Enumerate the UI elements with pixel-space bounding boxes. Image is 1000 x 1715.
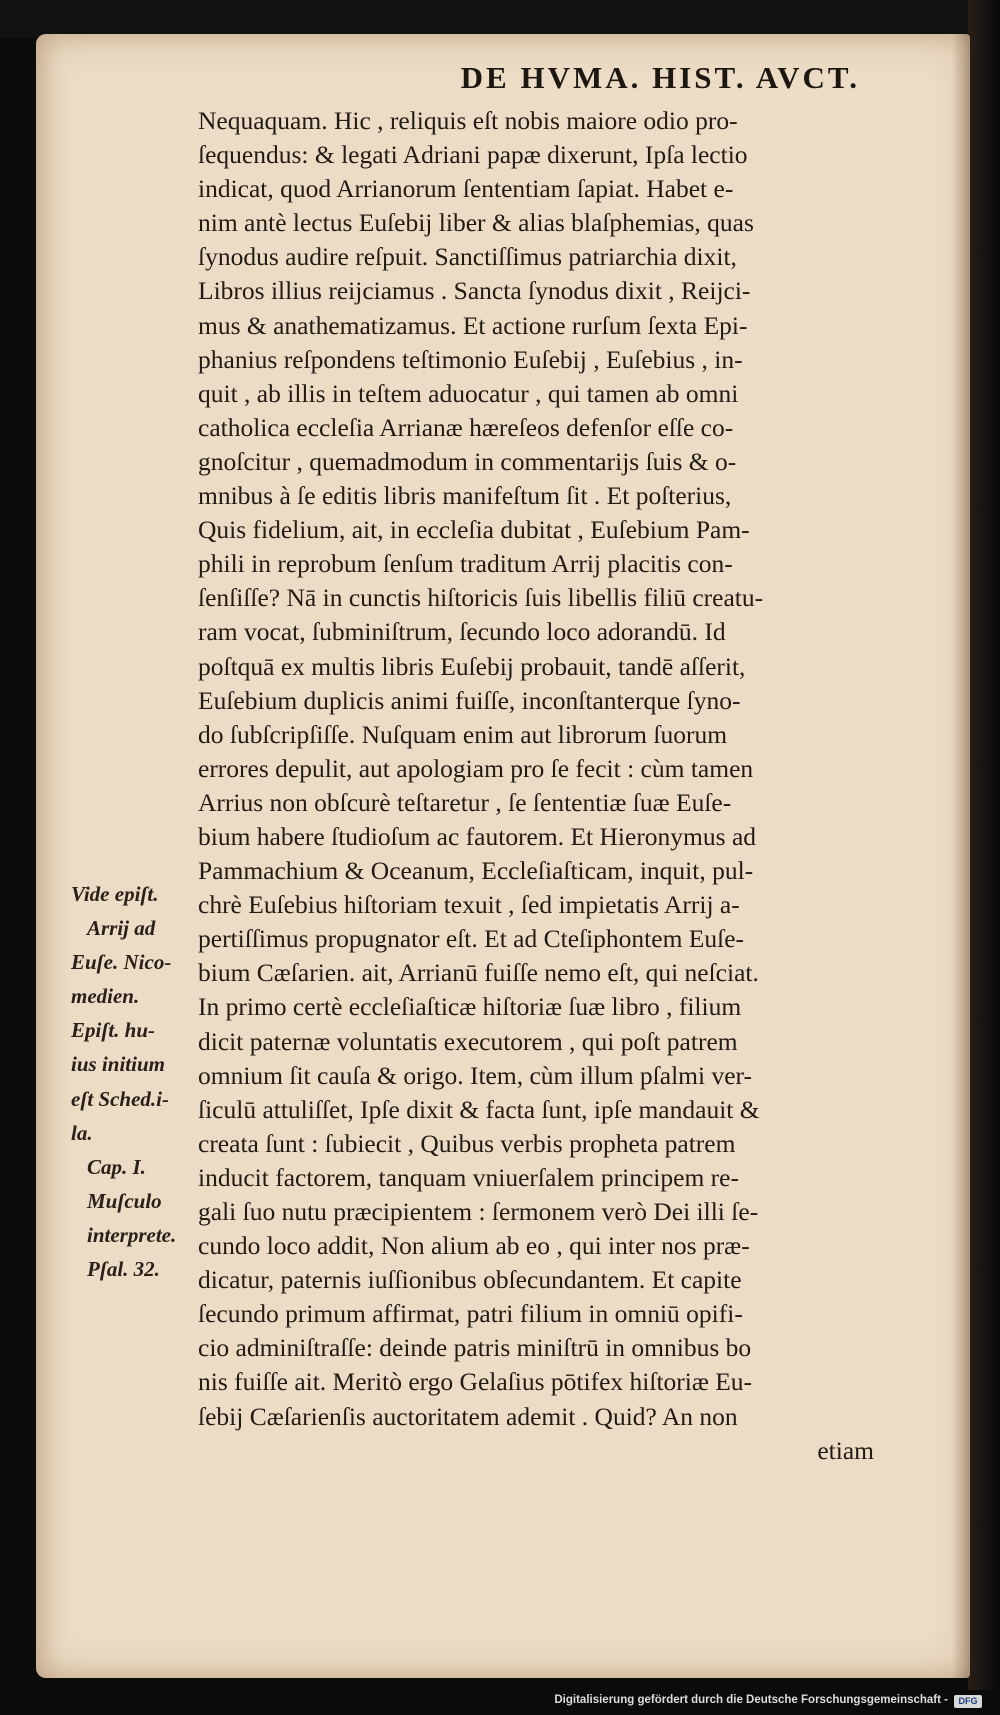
text-line: creata ſunt : ſubiecit , Quibus verbis propheta patrem <box>198 1128 736 1158</box>
text-line: omnium ſit cauſa & origo. Item, cùm illum pſalmi ver- <box>198 1060 753 1090</box>
margin-notes <box>71 877 211 1286</box>
text-line: ſecundo primum affirmat, patri filium in omniū opifi- <box>198 1299 743 1329</box>
margin-note-line: Epiſt. hu- <box>71 1018 156 1043</box>
scan-background-top <box>0 0 1000 38</box>
text-line: Euſebium duplicis animi fuiſſe, inconſtanterque ſyno- <box>198 685 741 715</box>
margin-note-line: Pſal. 32. <box>87 1257 160 1282</box>
margin-note-line: Arrij ad <box>87 916 156 941</box>
text-line: poſtquā ex multis libris Euſebij probauit, tandē aſſerit, <box>198 651 746 681</box>
body-text <box>198 104 878 1468</box>
dfg-logo-icon: DFG <box>954 1695 982 1708</box>
text-line: phanius reſpondens teſtimonio Euſebij , Euſebius , in- <box>198 344 743 374</box>
text-line: ram vocat, ſubminiſtrum, ſecundo loco adorandū. Id <box>198 617 726 647</box>
text-line: bium Cæſarien. ait, Arrianū fuiſſe nemo eſt, qui neſciat. <box>198 958 759 988</box>
text-line: pertiſſimus propugnator eſt. Et ad Cteſiphontem Euſe- <box>198 924 745 954</box>
text-line: Libros illius reijciamus . Sancta ſynodus dixit , Reijci- <box>198 276 751 306</box>
margin-note-line: Euſe. Nico- <box>71 950 172 975</box>
text-line: Quis fidelium, ait, in eccleſia dubitat , Euſebium Pam- <box>198 515 750 545</box>
margin-note-line: eſt Sched.i- <box>71 1086 169 1111</box>
text-line: do ſubſcripſiſſe. Nuſquam enim aut librorum ſuorum <box>198 719 728 749</box>
text-line: gnoſcitur , quemadmodum in commentarijs ſuis & o- <box>198 446 737 476</box>
text-line: nim antè lectus Euſebij liber & alias blaſphemias, quas <box>198 208 754 238</box>
text-line: cio adminiſtraſſe: deinde patris miniſtrū in omnibus bo <box>198 1333 752 1363</box>
margin-note-line: ius initium <box>71 1052 165 1077</box>
text-line: gali ſuo nutu præcipientem : ſermonem verò Dei illi ſe- <box>198 1197 759 1226</box>
digitization-note: Digitalisierung gefördert durch die Deutsche Forschungsgemeinschaft - <box>554 1694 948 1706</box>
running-head: DE HVMA. HIST. AVCT. <box>460 60 860 95</box>
margin-note-line: Vide epiſt. <box>71 882 159 906</box>
text-line: catholica eccleſia Arrianæ hæreſeos defenſor eſſe co- <box>198 412 734 442</box>
text-line: inducit factorem, tanquam vniuerſalem principem re- <box>198 1162 739 1192</box>
margin-note-line: la. <box>71 1120 93 1145</box>
text-line: dicit paternæ voluntatis executorem , qui poſt patrem <box>198 1026 738 1056</box>
text-line: phili in reprobum ſenſum traditum Arrij placitis con- <box>198 549 733 579</box>
text-line: quit , ab illis in teſtem aduocatur , qui tamen ab omni <box>198 378 739 408</box>
text-line: chrè Euſebius hiſtoriam texuit , ſed impietatis Arrij a- <box>198 890 740 920</box>
text-line: ſequendus: & legati Adriani papæ dixerunt, Ipſa lectio <box>198 140 748 170</box>
margin-note-line: Cap. I. <box>87 1154 146 1179</box>
text-line: ſiculū attuliſſet, Ipſe dixit & facta ſunt, ipſe mandauit & <box>198 1094 760 1124</box>
text-line: nis fuiſſe ait. Meritò ergo Gelaſius pōtifex hiſtoriæ Eu- <box>198 1367 753 1397</box>
margin-note-line: interprete. <box>87 1222 177 1247</box>
text-line: bium habere ſtudioſum ac fautorem. Et Hieronymus ad <box>198 821 757 851</box>
text-line: mus & anathematizamus. Et actione rurſum ſexta Epi- <box>198 310 748 340</box>
margin-note-line: medien. <box>71 984 140 1009</box>
text-line: dicatur, paternis iuſſionibus obſecundantem. Et capite <box>198 1265 742 1295</box>
margin-note-line: Muſculo <box>87 1188 162 1213</box>
text-line: mnibus à ſe editis libris manifeſtum ſit . Et poſterius, <box>198 481 732 511</box>
text-line: Pammachium & Oceanum, Eccleſiaſticam, inquit, pul- <box>198 856 754 886</box>
text-line: Arrius non obſcurè teſtaretur , ſe ſententiæ ſuæ Euſe- <box>198 787 732 817</box>
text-line: indicat, quod Arrianorum ſententiam ſapiat. Habet e- <box>198 174 734 204</box>
page-edge-shadow <box>952 34 970 1678</box>
text-line: cundo loco addit, Non alium ab eo , qui inter nos præ- <box>198 1231 750 1261</box>
text-line: ſenſiſſe? Nā in cunctis hiſtoricis ſuis libellis filiū creatu- <box>198 583 764 613</box>
catchword: etiam <box>817 1435 874 1465</box>
text-line: errores depulit, aut apologiam pro ſe fecit : cùm tamen <box>198 753 754 783</box>
book-spine <box>968 0 1000 1690</box>
text-line: In primo certè eccleſiaſticæ hiſtoriæ ſuæ libro , filium <box>198 992 742 1022</box>
text-line: ſebij Cæſarienſis auctoritatem ademit . Quid? An non <box>198 1401 738 1431</box>
digitization-footer <box>0 1690 1000 1715</box>
text-line: Nequaquam. Hic , reliquis eſt nobis maiore odio pro- <box>198 106 738 135</box>
text-line: ſynodus audire reſpuit. Sanctiſſimus patriarchia dixit, <box>198 242 737 272</box>
